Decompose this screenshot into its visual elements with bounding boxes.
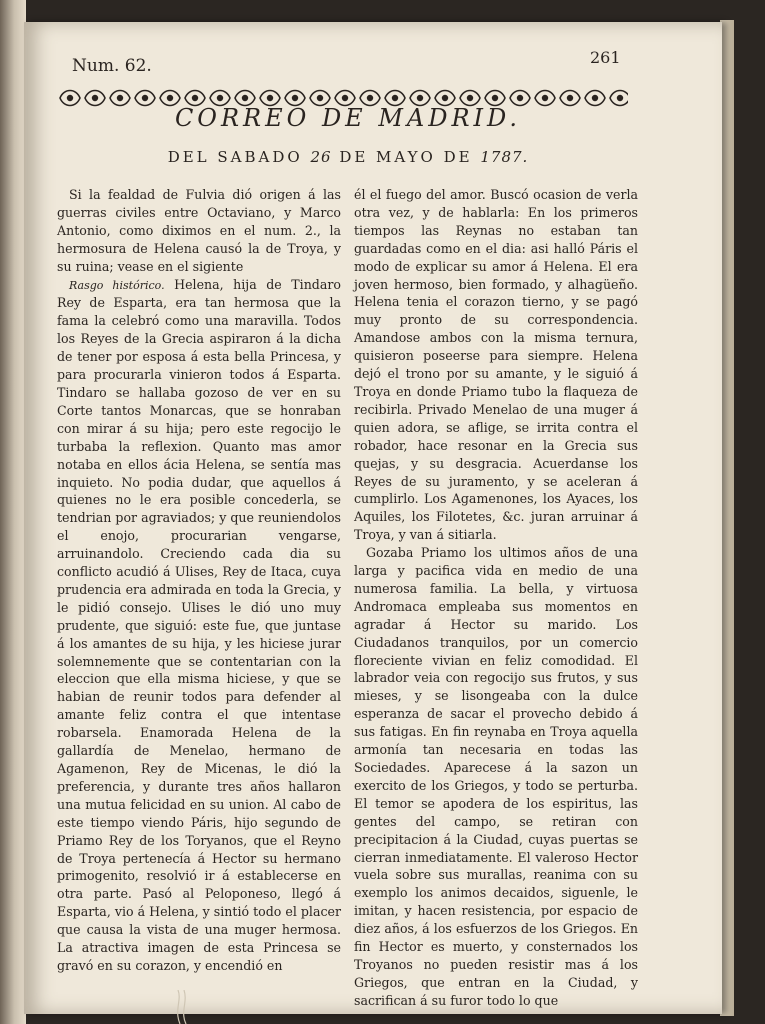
date-middle: DE MAYO DE — [331, 148, 481, 166]
page-edge — [720, 20, 734, 1016]
binding-thread — [170, 990, 200, 1024]
story-paragraph — [57, 276, 341, 975]
page-number: 261 — [590, 48, 621, 67]
issue-number: Num. 62. — [72, 56, 152, 76]
right-column — [354, 186, 638, 1010]
issue-date — [58, 148, 638, 166]
book-spine — [0, 0, 26, 1024]
story-text: Helena, hija de Tindaro Rey de Esparta, era tan hermosa que la fama la celebró como una maravilla. Todos los Reyes de la Grecia aspiraron á la dicha de tener por esposa á esta bella Princesa, y para procurarla vinieron todos á Esparta. Tindaro se hallaba gozoso de ver en su Corte tantos Monarcas, que se honraban con mirar á su hija; pero este regocijo le turbaba la reflexion. Quanto mas amor notaba en ellos ácia Helena, se sentía mas inquieto. No podia dudar, que aquellos á quienes no le era posible concederla, se tendrian por agraviados; y que reuniendolos el enojo, procurarian vengarse, arruinandolo. Creciendo cada dia su conflicto acudió á Ulises, Rey de Itaca, cuya prudencia era admirada en toda la Grecia, y le pidió consejo. Ulises le dió uno muy prudente, que siguió: este fue, que juntase á los amantes de su hija, y les hiciese jurar solemnemente que se contentarian con la eleccion que ella misma hiciese, y que se habian de reunir todos para defender al amante feliz contra el que intentase robarsela. Enamorada Helena de la gallardía de Menelao, hermano de Agamenon, Rey de Micenas, le dió la preferencia, y durante tres años hallaron una mutua felicidad en su union. Al cabo de este tiempo viendo Páris, hijo segundo de Priamo Rey de los Toryanos, que el Reyno de Troya pertenecía á Hector su hermano primogenito, resolvió ir á establecerse en otra parte. Pasó al Peloponeso, llegó á Esparta, vio á Helena, y sintió todo el placer que causa la vista de una muger hermosa. La atractiva imagen de esta Princesa se gravó en su corazon, y encendió en — [57, 276, 341, 973]
section-label: Rasgo histórico. — [69, 278, 165, 292]
date-year: 1787. — [480, 148, 529, 166]
date-prefix: DEL SABADO — [167, 148, 311, 166]
priamo-paragraph: Gozaba Priamo los ultimos años de una larga y pacifica vida en medio de una numerosa familia. La bella, y virtuosa Andromaca empleaba sus momentos en agradar á Hector su marido. Los Ciudadanos tranquilos, por un comercio floreciente vivian en feliz comodidad. El labrador veia con regocijo sus frutos, y sus mieses, y se lisongeaba con la dulce esperanza de sacar el provecho debido á sus fatigas. En fin reynaba en Troya aquella armonía tan necesaria en todas las Sociedades. Aparecese á la sazon un exercito de los Griegos, y todo se perturba. El temor se apodera de los espiritus, las gentes del campo, se retiran con precipitacion á la Ciudad, cuyas puertas se cierran inmediatamente. El valeroso Hector vuela sobre sus murallas, reanima con su exemplo los animos decaidos, siguenle, le imitan, y hacen resistencia, por espacio de diez años, á los esfuerzos de los Griegos. En fin Hector es muerto, y consternados los Troyanos no pueden resistir mas á los Griegos, que entran en la Ciudad, y sacrifican á su furor todo lo que — [354, 545, 638, 1008]
date-day: 26 — [310, 148, 332, 166]
left-column — [57, 186, 341, 975]
intro-paragraph: Si la fealdad de Fulvia dió origen á las guerras civiles entre Octaviano, y Marco Antonio, como diximos en el num. 2., la hermosura de Helena causó la de Troya, y su ruina; vease en el sigiente — [57, 187, 341, 274]
continued-paragraph: él el fuego del amor. Buscó ocasion de verla otra vez, y de hablarla: En los primeros tiempos las Reynas no estaban tan guardadas como en el dia: asi halló Páris el modo de explicar su amor á Helena. El era joven hermoso, bien formado, y alhagüeño. Helena tenia el corazon tierno, y se pagó muy pronto de su correspondencia. Amandose ambos con la misma ternura, quisieron poseerse para siempre. Helena dejó el trono por su amante, y le siguió á Troya en donde Priamo tubo la flaqueza de recibirla. Privado Menelao de una muger á quien adora, se aflige, se irrita contra el robador, hace resonar en la Grecia sus quejas, y su desgracia. Acuerdanse los Reyes de su juramento, y se aceleran á cumplirlo. Los Agamenones, los Ayaces, los Aquiles, los Filotetes, &c. juran arruinar á Troya, y van á sitiarla. — [354, 187, 638, 543]
masthead-title: CORREO DE MADRID. — [174, 104, 522, 132]
